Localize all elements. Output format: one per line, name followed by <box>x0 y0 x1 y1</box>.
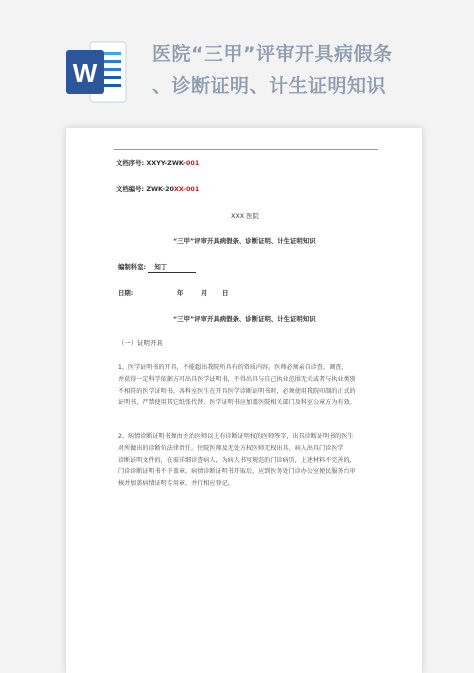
paragraph-2-line: 2、病情诊断证明书须由主治医师以上有诊断证明权的医师签字，出具诊断证明书的医生 <box>118 433 354 440</box>
hospital-name: XXX 医院 <box>231 212 259 220</box>
title-line-2: 、诊断证明、计生证明知识 <box>152 75 387 97</box>
doc-code-value: ZWK-20 <box>146 185 174 193</box>
dept-value: 知丁 <box>148 263 196 273</box>
paragraph-2-line: 核并加盖病情证明专用章，并行相应登记。 <box>118 480 234 488</box>
doc-code-line <box>116 185 199 194</box>
paragraph-2-line: 门诊诊断证明书不予盖章。病情诊断证明书开取后，应到医务处门诊办公室便民服务台审 <box>118 468 356 476</box>
doc-code-suffix: XX-001 <box>173 185 200 193</box>
word-letter: W <box>72 58 98 88</box>
document-page <box>66 128 422 673</box>
doc-number-value: XXYY-ZWK- <box>146 159 186 167</box>
date-year: 年 <box>177 289 184 297</box>
date-label: 日期: <box>118 289 134 297</box>
section-title: “三甲”评审开具病假条、诊断证明、计生证明知识 <box>173 315 316 323</box>
document-subtitle: “三甲”评审开具病假条、诊断证明、计生证明知识 <box>173 237 316 245</box>
paragraph-1-line: 不相符的医学证明书。各科室医生在开具医学诊断证明书时，必须使用我院印制的正式的 <box>118 387 356 395</box>
dept-line <box>118 263 196 273</box>
doc-number-line <box>116 159 199 168</box>
date-month: 月 <box>201 289 208 297</box>
page-header <box>0 0 474 118</box>
page-title <box>152 38 452 102</box>
word-document-icon <box>64 38 128 106</box>
section-heading: （一）证明开具 <box>118 339 163 347</box>
doc-number-suffix: 001 <box>185 159 200 167</box>
doc-code-label: 文档编号: <box>116 185 145 193</box>
paragraph-1-line: 证明书，严禁使用其它纸张代替。医学证明书应加盖医院相关部门及科室公章方为有效。 <box>118 399 356 407</box>
top-rule <box>114 149 378 150</box>
dept-label: 编制科室: <box>118 263 147 271</box>
date-day: 日 <box>222 289 229 297</box>
title-line-1: 医院“三甲”评审开具病假条 <box>152 43 393 65</box>
paragraph-1-line: 并获得一定科学依据方可出具医学证明书，不得出具与自己执业范围无关或者与执业类别 <box>118 375 356 383</box>
paragraph-2-line: 对所做出的诊断负法律责任。住院医师及无处方权医师无权出具。病人出具门诊医学 <box>118 444 344 452</box>
paragraph-1 <box>118 362 374 409</box>
paragraph-1-line: 1、医学证明书的开具，不能超出我院所具有的资质内容。医师必须亲自诊查、调查， <box>118 364 348 371</box>
doc-number-label: 文档序号: <box>116 159 145 167</box>
paragraph-2-line: 诊断证明文件的，在需详细诊查病人，为病人书写规范的门诊病历，上述材料不完善的， <box>118 456 356 464</box>
paragraph-2 <box>118 431 374 490</box>
